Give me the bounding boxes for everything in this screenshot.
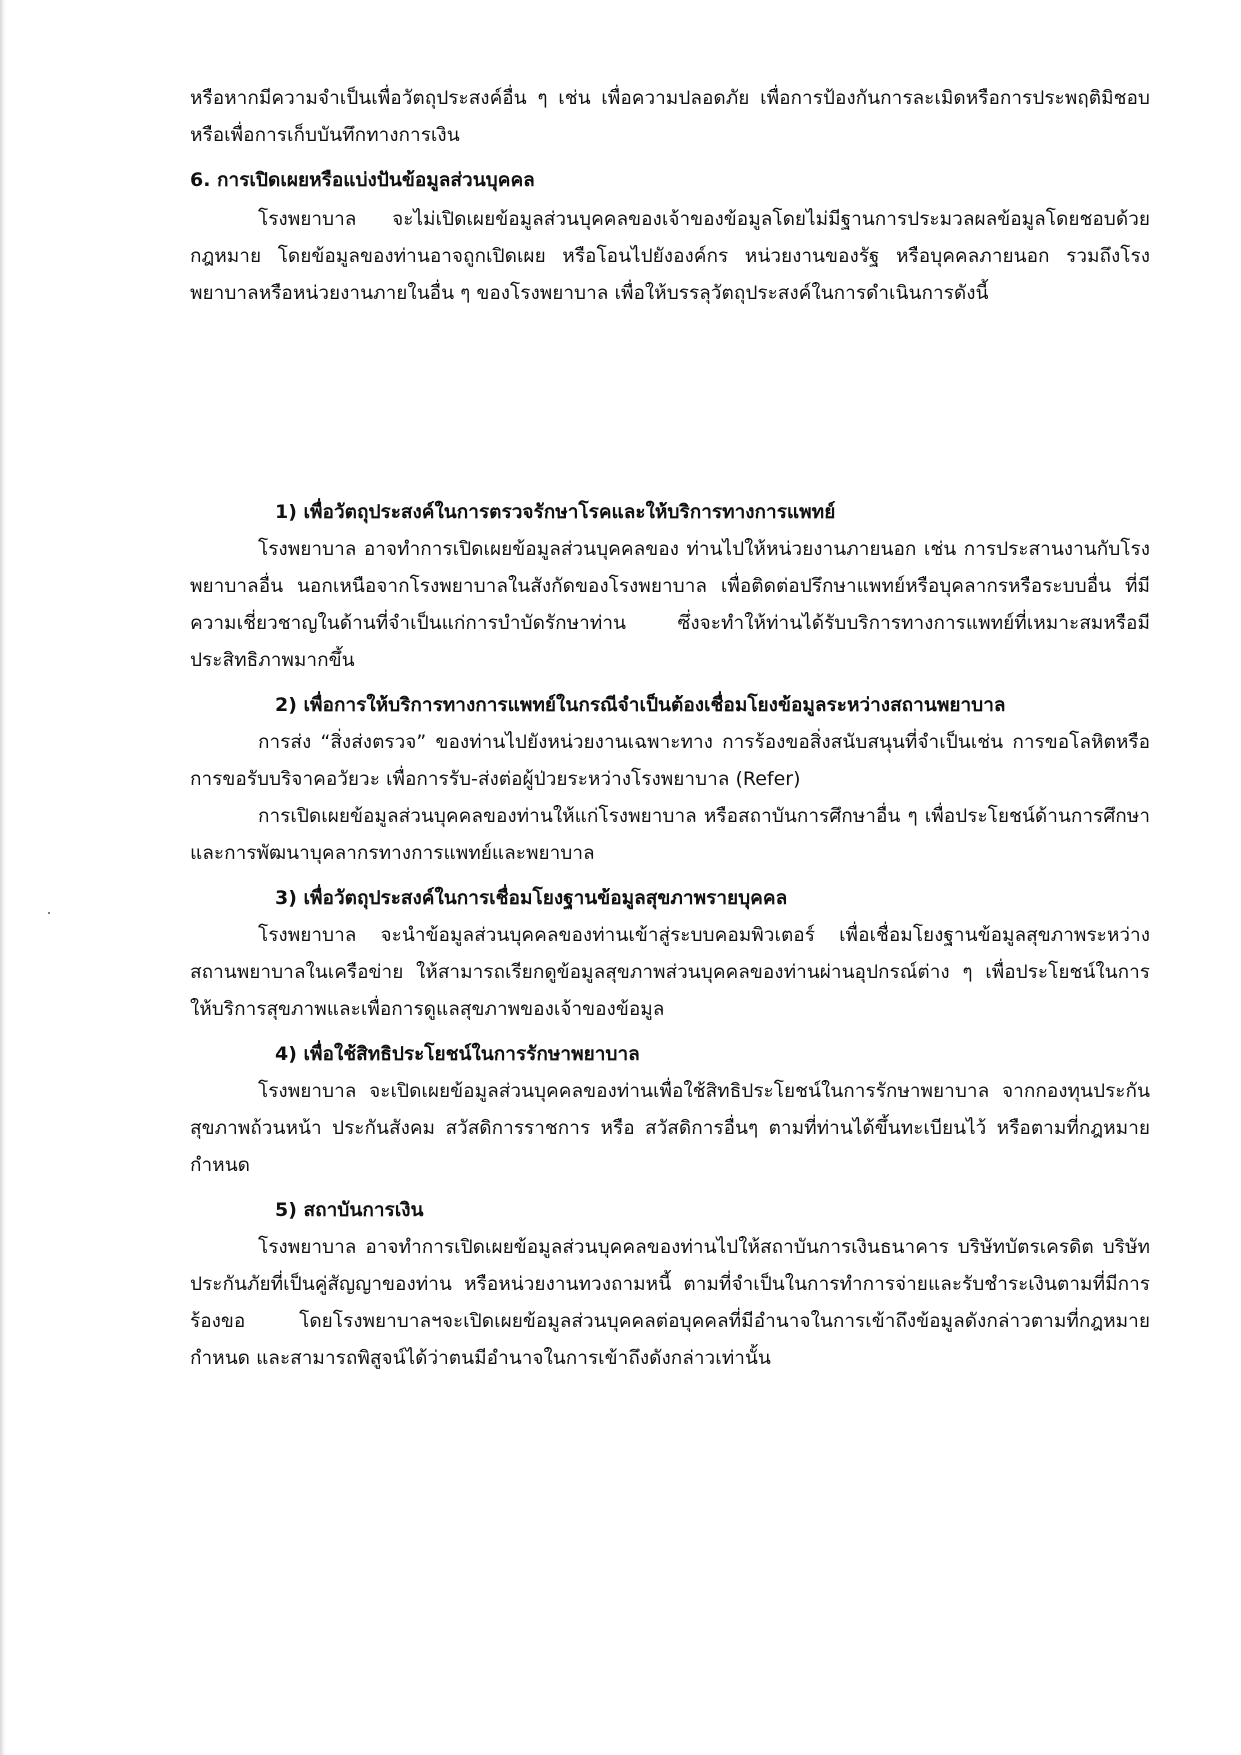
spacer <box>190 679 1150 687</box>
item-5 <box>190 1192 1150 1377</box>
item-2-paragraph-2: การเปิดเผยข้อมูลส่วนบุคคลของท่านให้แก่โรงพยาบาล หรือสถาบันการศึกษาอื่น ๆ เพื่อประโยชน์ด้านการศึกษาและการพัฒนาบุคลากรทางการแพทย์และพยาบาล <box>190 805 1150 864</box>
item-4-paragraph-1: โรงพยาบาล จะเปิดเผยข้อมูลส่วนบุคคลของท่านเพื่อใช้สิทธิประโยชน์ในการรักษาพยาบาล จากกองทุนประกันสุขภาพถ้วนหน้า ประกันสังคม สวัสดิการราชการ หรือ สวัสดิการอื่นๆ ตามที่ท่านได้ขึ้นทะเบียนไว้ หรือตามที่กฎหมายกำหนด <box>190 1080 1150 1176</box>
document-page <box>190 80 1150 1377</box>
blank-space <box>190 312 1150 494</box>
spacer <box>190 872 1150 880</box>
item-1-heading: 1) เพื่อวัตถุประสงค์ในการตรวจรักษาโรคและให้บริการทางการแพทย์ <box>275 501 836 523</box>
item-2-paragraph-1: การส่ง “สิ่งส่งตรวจ” ของท่านไปยังหน่วยงานเฉพาะทาง การร้องขอสิ่งสนับสนุนที่จำเป็นเช่น การขอโลหิตหรือการขอรับบริจาคอวัยวะ เพื่อการรับ-ส่งต่อผู้ป่วยระหว่างโรงพยาบาล (Refer) <box>190 731 1150 790</box>
scan-speck <box>48 912 50 914</box>
item-4 <box>190 1036 1150 1184</box>
item-3-heading: 3) เพื่อวัตถุประสงค์ในการเชื่อมโยงฐานข้อมูลสุขภาพรายบุคคล <box>275 887 788 909</box>
spacer <box>190 1028 1150 1036</box>
spacer <box>190 1184 1150 1192</box>
item-5-paragraph-1: โรงพยาบาล อาจทำการเปิดเผยข้อมูลส่วนบุคคลของท่านไปให้สถาบันการเงินธนาคาร บริษัทบัตรเครดิต บริษัทประกันภัยที่เป็นคู่สัญญาของท่าน หรือหน่วยงานทวงถามหนี้ ตามที่จำเป็นในการทำการจ่ายและรับชำระเงินตามที่มีการร้องขอ โดยโรงพยาบาลฯจะเปิดเผยข้อมูลส่วนบุคคลต่อบุคคลที่มีอำนาจในการเข้าถึงข้อมูลดังกล่าวตามที่กฎหมายกำหนด และสามารถพิสูจน์ได้ว่าตนมีอำนาจในการเข้าถึงดังกล่าวเท่านั้น <box>190 1236 1150 1369</box>
section-6-heading: 6. การเปิดเผยหรือแบ่งปันข้อมูลส่วนบุคคล <box>190 169 535 191</box>
item-4-heading: 4) เพื่อใช้สิทธิประโยชน์ในการรักษาพยาบาล <box>275 1043 640 1065</box>
item-2-heading: 2) เพื่อการให้บริการทางการแพทย์ในกรณีจำเป็นต้องเชื่อมโยงข้อมูลระหว่างสถานพยาบาล <box>275 694 1006 716</box>
item-3 <box>190 880 1150 1028</box>
item-2 <box>190 687 1150 872</box>
item-1 <box>190 494 1150 679</box>
section-6-body: โรงพยาบาล จะไม่เปิดเผยข้อมูลส่วนบุคคลของเจ้าของข้อมูลโดยไม่มีฐานการประมวลผลข้อมูลโดยชอบด้วย กฎหมาย โดยข้อมูลของท่านอาจถูกเปิดเผย หรือโอนไปยังองค์กร หน่วยงานของรัฐ หรือบุคคลภายนอก รวมถึงโรงพยาบาลหรือหน่วยงานภายในอื่น ๆ ของโรงพยาบาล เพื่อให้บรรลุวัตถุประสงค์ในการดำเนินการดังนี้ <box>190 208 1150 304</box>
intro-continuation-paragraph: หรือหากมีความจำเป็นเพื่อวัตถุประสงค์อื่น ๆ เช่น เพื่อความปลอดภัย เพื่อการป้องกันการละเมิดหรือการประพฤติมิชอบ หรือเพื่อการเก็บบันทึกทางการเงิน <box>190 87 1150 146</box>
item-1-paragraph-1: โรงพยาบาล อาจทำการเปิดเผยข้อมูลส่วนบุคคลของ ท่านไปให้หน่วยงานภายนอก เช่น การประสานงานกับโรงพยาบาลอื่น นอกเหนือจากโรงพยาบาลในสังกัดของโรงพยาบาล เพื่อติดต่อปรึกษาแพทย์หรือบุคลากรหรือระบบอื่น ที่มีความเชี่ยวชาญในด้านที่จำเป็นแก่การบำบัดรักษาท่าน ซึ่งจะทำให้ท่านได้รับบริการทางการแพทย์ที่เหมาะสมหรือมีประสิทธิภาพมากขึ้น <box>190 538 1150 671</box>
scan-edge-shadow <box>0 0 6 1755</box>
item-5-heading: 5) สถาบันการเงิน <box>275 1199 424 1221</box>
item-3-paragraph-1: โรงพยาบาล จะนำข้อมูลส่วนบุคคลของท่านเข้าสู่ระบบคอมพิวเตอร์ เพื่อเชื่อมโยงฐานข้อมูลสุขภาพระหว่างสถานพยาบาลในเครือข่าย ให้สามารถเรียกดูข้อมูลสุขภาพส่วนบุคคลของท่านผ่านอุปกรณ์ต่าง ๆ เพื่อประโยชน์ในการให้บริการสุขภาพและเพื่อการดูแลสุขภาพของเจ้าของข้อมูล <box>190 924 1150 1020</box>
